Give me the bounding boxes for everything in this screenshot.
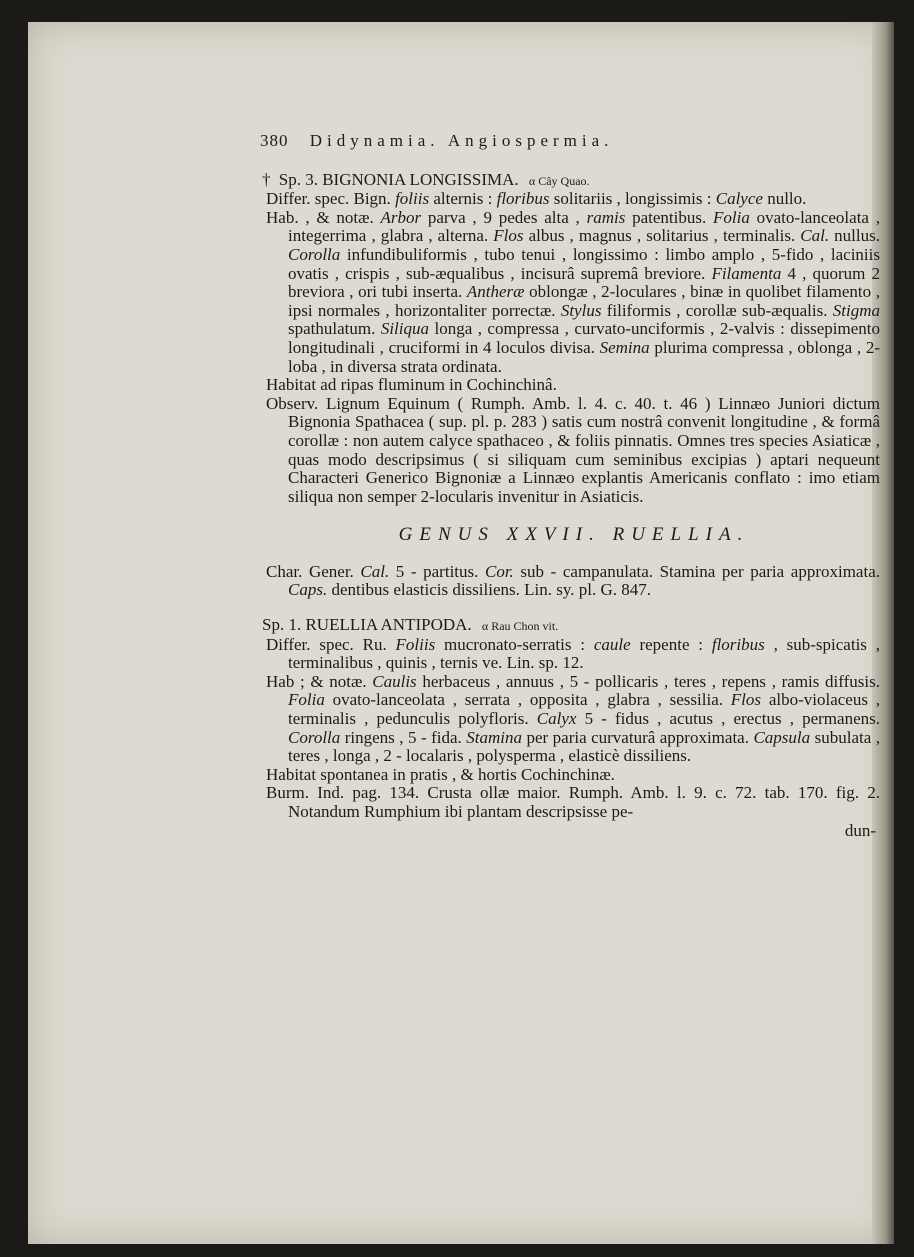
text-run: sub - campanulata. Stamina per paria approximata. xyxy=(513,561,880,581)
italic-term: Stamina xyxy=(466,727,522,747)
habitus-ruellia xyxy=(238,673,880,766)
italic-term: foliis xyxy=(395,189,430,209)
differentia-bignonia xyxy=(238,190,880,209)
text-run: ovato-lanceolata , integerrima , glabra , alterna. xyxy=(288,207,880,246)
italic-term: Arbor xyxy=(380,207,422,227)
text-run: subulata , teres , longa , 2 - localaris , polysperma , elasticè dissiliens. xyxy=(288,727,880,766)
italic-term: Folia xyxy=(713,207,750,227)
italic-term: Caulis xyxy=(372,671,417,691)
italic-term: Cor. xyxy=(484,561,514,581)
italic-term: Folia xyxy=(288,690,325,710)
italic-term: caule xyxy=(593,634,631,654)
text-run: ovato-lanceolata , serrata , opposita , glabra , sessilia. xyxy=(324,690,731,710)
text-run: filiformis , corollæ sub-æqualis. xyxy=(601,300,833,320)
italic-term: floribus xyxy=(496,189,550,209)
italic-term: Stylus xyxy=(560,300,602,320)
text-run: Hab ; & notæ. xyxy=(266,671,373,691)
italic-term: Corolla xyxy=(288,727,341,747)
text-run: herbaceus , annuus , 5 - pollicaris , teres , repens , ramis diffusis. xyxy=(416,671,880,691)
text-run: per paria curvaturâ approximata. xyxy=(522,727,754,747)
text-run: spathulatum. xyxy=(288,319,381,339)
text-run: plurima compressa , oblonga , 2-loba , in diversa strata ordinata. xyxy=(288,337,880,376)
italic-term: Stigma xyxy=(832,300,880,320)
text-run: mucronato-serratis : xyxy=(435,634,594,654)
text-run: nullo. xyxy=(762,189,807,209)
text-run: Differ. spec. Bign. xyxy=(266,189,396,209)
species-name: Sp. 3. BIGNONIA LONGISSIMA. xyxy=(278,169,519,189)
habitat-ruellia: Habitat spontanea in pratis , & hortis Cochinchinæ. xyxy=(266,764,615,784)
habitat-bignonia: Habitat ad ripas fluminum in Cochinchinâ. xyxy=(266,375,557,395)
text-run: infundibuliformis , tubo tenui , longissimo : limbo amplo , 5-fido , laciniis ovatis , crispis , sub-æqualibus , incisurâ supremâ breviore. xyxy=(288,244,880,283)
text-run: alternis : xyxy=(429,189,497,209)
text-run: ringens , 5 - fida. xyxy=(340,727,467,747)
italic-term: Flos xyxy=(493,226,524,246)
text-run: 5 - partitus. xyxy=(389,561,485,581)
catchword: dun- xyxy=(844,820,876,840)
book-page xyxy=(28,22,894,1244)
reference-burman: Burm. Ind. pag. 134. Crusta ollæ maior. Rumph. Amb. l. 9. c. 72. tab. 170. fig. 2. Notandum Rumphium ibi plantam descripsisse pe- xyxy=(266,783,880,821)
text-run: Hab. , & notæ. xyxy=(266,207,381,227)
italic-term: Calyx xyxy=(536,709,577,729)
italic-term: Semina xyxy=(599,337,650,357)
italic-term: ramis xyxy=(586,207,626,227)
page-number: 380 xyxy=(260,131,289,150)
italic-term: Capsula xyxy=(753,727,811,747)
vernacular-name: α Cây Quao. xyxy=(528,173,590,188)
differentia-ruellia xyxy=(238,636,880,673)
text-run: albo-violaceus , terminalis , pedunculis polyfloris. xyxy=(288,690,880,729)
dagger-mark: † xyxy=(262,169,271,189)
text-run: oblongæ , 2-loculares , binæ in quolibet filamento , ipsi normales , horizontaliter porrectæ. xyxy=(288,282,881,320)
italic-term: Foliis xyxy=(395,634,436,654)
text-run: solitariis , longissimis : xyxy=(549,189,716,209)
text-run: , sub-spicatis , terminalibus , quinis , ternis ve. Lin. sp. 12. xyxy=(288,634,880,673)
italic-term: Cal. xyxy=(800,226,830,246)
species-heading-ruellia xyxy=(262,616,880,636)
text-run: 5 - fidus , acutus , erectus , permanens. xyxy=(576,709,880,729)
text-run: patentibus. xyxy=(625,207,714,227)
character-genericus xyxy=(238,563,880,600)
italic-term: Corolla xyxy=(288,244,341,264)
species-name: Sp. 1. RUELLIA ANTIPODA. xyxy=(262,615,472,635)
text-run: Differ. spec. Ru. xyxy=(266,634,396,654)
italic-term: Filamenta xyxy=(711,263,782,283)
italic-term: Caps. xyxy=(288,580,328,600)
habitus-bignonia xyxy=(238,209,880,376)
section-gap xyxy=(238,600,880,616)
observatio-bignonia: Observ. Lignum Equinum ( Rumph. Amb. l. 4. c. 40. t. 46 ) Linnæo Juniori dictum Bignonia Spathacea ( sup. pl. p. 283 ) satis cum nostrâ convenit longitudine , & formâ corollæ : non autem calyce spathaceo , & foliis pinnatis. Omnes tres species Asiaticæ , quas modo descripsimus ( si siliquam cum seminibus excipias ) aptari nequeunt Characteri Generico Bignoniæ a Linnæo explantis Americanis conflato : imo etiam siliqua non semper 2-locularis invenitur in Asiaticis. xyxy=(266,393,880,506)
text-run: repente : xyxy=(630,634,712,654)
species-heading-bignonia xyxy=(262,171,880,191)
italic-term: Cal. xyxy=(360,561,390,581)
text-run: longa , compressa , curvato-unciformis , 2-valvis : dissepimento longitudinali , cruciformi in 4 loculos divisa. xyxy=(288,319,880,357)
text-run: albus , magnus , solitarius , terminalis. xyxy=(523,226,801,246)
italic-term: floribus xyxy=(711,634,765,654)
text-run: Char. Gener. xyxy=(266,561,361,581)
italic-term: Siliqua xyxy=(380,319,429,339)
italic-term: Flos xyxy=(730,690,762,710)
text-run: parva , 9 pedes alta , xyxy=(421,207,587,227)
italic-term: Antheræ xyxy=(466,282,525,302)
text-run: dentibus elasticis dissiliens. Lin. sy. pl. G. 847. xyxy=(327,580,651,600)
running-header xyxy=(260,132,880,151)
vernacular-name: α Rau Chon vit. xyxy=(481,619,559,634)
genus-heading: GENUS XXVII. RUELLIA. xyxy=(398,524,750,546)
text-run: 4 , quorum 2 breviora , ori tubi inserta. xyxy=(288,263,880,302)
page-text xyxy=(238,132,880,840)
text-run: nullus. xyxy=(829,226,880,246)
italic-term: Calyce xyxy=(715,189,763,209)
running-title: Didynamia. Angiospermia. xyxy=(309,131,614,150)
